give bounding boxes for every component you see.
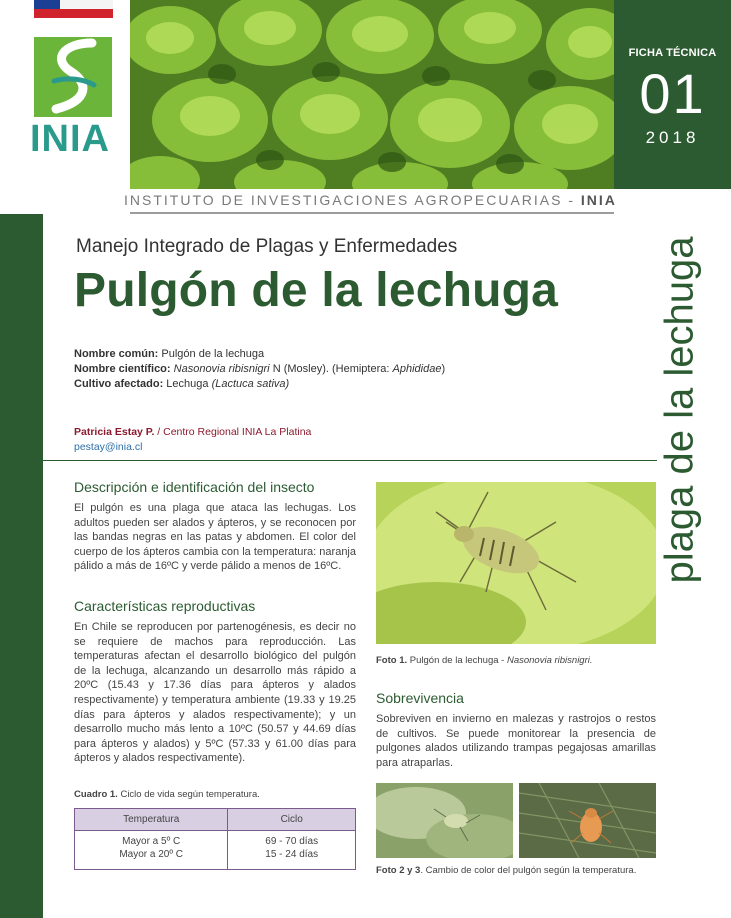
table-row <box>75 831 356 849</box>
inia-logo-text: INIA <box>30 118 110 160</box>
side-title: plaga de la lechuga <box>657 236 702 584</box>
scientific-name-row: Nombre científico: Nasonovia ribisnigri N (Mosley). (Hemiptera: Aphididae) <box>74 363 446 375</box>
table-row <box>75 848 356 870</box>
common-name-row: Nombre común: Pulgón de la lechuga <box>74 348 265 360</box>
life-cycle-table <box>74 808 356 870</box>
section-divider <box>43 460 657 461</box>
table-cell-cycle: 15 - 24 días <box>228 848 356 870</box>
page-subtitle: Manejo Integrado de Plagas y Enfermedades <box>76 236 458 257</box>
table-cell-temperature: Mayor a 5º C <box>75 831 228 849</box>
ficha-tecnica-box <box>614 0 731 189</box>
species-info <box>74 347 445 392</box>
description-text: El pulgón es una plaga que ataca las lechugas. Los adultos pueden ser alados y ápteros, y se reconocen por las bandas negras en las patas y abdomen. El color del cuerpo de los ápteros cambia con la temperatura: naranja pálido a más de 16ºC y verde pálido a menos de 16ºC. <box>74 502 356 573</box>
ficha-number: 01 <box>639 62 706 125</box>
aphid-photo <box>376 482 656 644</box>
page-title: Pulgón de la lechuga <box>74 264 559 317</box>
table-cell-cycle: 69 - 70 días <box>228 831 356 849</box>
aphid-orange-photo <box>519 783 656 858</box>
chile-flag <box>34 0 113 18</box>
survival-heading: Sobrevivencia <box>376 690 464 706</box>
table-header-temperature: Temperatura <box>75 809 228 831</box>
left-accent-bar <box>0 214 43 918</box>
reproduction-text: En Chile se reproducen por partenogénesis, es decir no se requiere de machos para reproducción. Las temperaturas afectan el desarrollo biológico del pulgón de la lechuga, alcanzando un desarrollo más rápido a 20ºC (15.43 y 17.36 días para ápteros y alados respectivamente) y temperatura ambiente (19.33 y 19.25 días para ápteros y alados respectivamente); y un desarrollo mucho más lento a 10ºC (50.57 y 44.69 días para ápteros y alados) y 5ºC (57.33 y 61.00 días para ápteros y alados respectivamente). <box>74 621 356 765</box>
survival-section <box>376 690 656 770</box>
lettuce-hero-image <box>130 0 614 189</box>
divider <box>130 212 614 214</box>
photo1-caption: Foto 1. Pulgón de la lechuga - Nasonovia ribisnigri. <box>376 655 593 666</box>
photo23-caption: Foto 2 y 3. Cambio de color del pulgón según la temperatura. <box>376 865 637 876</box>
inia-logo-icon <box>34 37 112 117</box>
table-header-cycle: Ciclo <box>228 809 356 831</box>
ficha-label: FICHA TÉCNICA <box>628 47 717 59</box>
ficha-year: 2018 <box>645 128 700 147</box>
author-block <box>74 425 311 455</box>
author-institution: / Centro Regional INIA La Platina <box>154 426 312 438</box>
institute-name: INSTITUTO DE INVESTIGACIONES AGROPECUARIAS - INIA <box>124 192 617 208</box>
author-name: Patricia Estay P. <box>74 426 155 438</box>
reproduction-heading: Características reproductivas <box>74 598 256 614</box>
description-section <box>74 479 356 574</box>
reproduction-section <box>74 598 356 766</box>
aphid-green-photo <box>376 783 513 858</box>
description-heading: Descripción e identificación del insecto <box>74 479 315 495</box>
table-cell-temperature: Mayor a 20º C <box>75 848 228 870</box>
table-caption: Cuadro 1. Ciclo de vida según temperatura. <box>74 789 260 800</box>
crop-row: Cultivo afectado: Lechuga (Lactuca sativa) <box>74 378 290 390</box>
author-email-link[interactable]: pestay@inia.cl <box>74 441 143 453</box>
survival-text: Sobreviven en invierno en malezas y rastrojos o restos de cultivos. Se puede monitorear la presencia de pulgones alados utilizando trampas pegajosas amarillas para atraparlas. <box>376 713 656 769</box>
